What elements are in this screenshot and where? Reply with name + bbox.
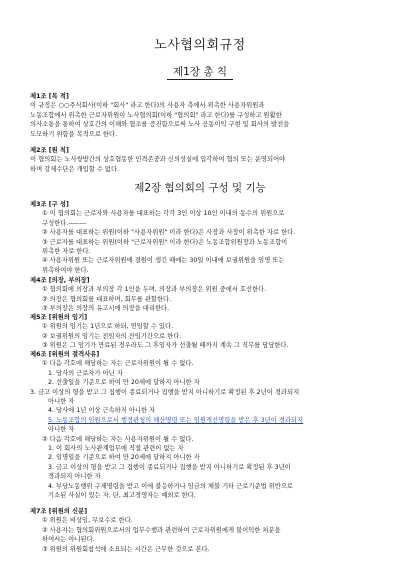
article-6-heading: 제6조 [위원의 결격사유] xyxy=(30,351,100,358)
article-7-line: 하여서는 아니된다. xyxy=(42,536,95,544)
article-7 xyxy=(30,507,370,554)
chapter-1-heading xyxy=(0,64,400,79)
article-2-line: 이 협의회는 노사쌍방간의 상호협동한 인격존중과 신의성실에 입각하여 협의 또는 운영되어야 xyxy=(30,156,286,164)
article-4-line: ② 의장은 협의회를 대표하며, 회무를 관할한다. xyxy=(42,295,172,303)
article-2-heading: 제2조 [원 칙] xyxy=(30,147,69,154)
chapter-1-title: 제1장 총 칙 xyxy=(167,66,233,80)
article-3-line: 위촉한 자로 한다. xyxy=(42,248,91,256)
article-6 xyxy=(30,350,370,501)
chapter-2-heading xyxy=(0,180,400,195)
article-1-line: 도모하기 위함을 목적으로 한다. xyxy=(30,130,118,138)
article-3-line: 위촉하여야 한다. xyxy=(42,266,89,274)
article-3-line: ④ 사용자위원 또는 근로자위원에 결원이 생긴 때에는 30일 이내에 보궐위원을 임명 또는 xyxy=(42,257,285,265)
article-5-line: ② 보궐위원의 임기는 전임자의 잔임기간으로 한다. xyxy=(42,332,182,340)
article-3-heading: 제3조 [구 성] xyxy=(30,201,69,208)
article-1-line: 이 규정은 ○○주식회사(이하 "회사" 라고 한다)의 사용자 측에서 위촉한 사용자위원과 xyxy=(30,102,265,110)
article-3-line: ② 사용자를 대표하는 위원(이하 "사용자위원" 이라 한다)은 사장과 사장이 위촉한 자로 한다. xyxy=(42,229,296,237)
article-6-line: 3. 금고 이상의 형을 받고 그 집행이 종료되거나 집행을 받지 아니하기로 확정된 후 2년이 경과되지 xyxy=(30,388,300,396)
article-6-line: 1. 당사의 근로자가 아닌 자 xyxy=(48,369,123,377)
article-6-line: 1. 이 회사의 노사관계업무에 직접 관련이 없는 자 xyxy=(48,445,184,453)
article-3-line: ① 이 협의회는 근로자와 사용자를 대표하는 각각 3인 이상 10인 이내의 동수의 위원으로 xyxy=(42,210,285,218)
article-3-line: ③ 근로자를 대표하는 위원(이하 "근로자위원" 이라 한다)은 노동조합위원장과 노동조합이 xyxy=(42,238,288,246)
article-6-line: 아니한 자 xyxy=(48,426,75,434)
document-title: 노사협의회규정 xyxy=(154,38,246,53)
article-1 xyxy=(30,92,370,139)
article-1-heading: 제1조 [목 적] xyxy=(30,93,69,100)
article-7-heading: 제7조 [위원의 신분] xyxy=(30,508,88,515)
article-6-line: 아니한 자 xyxy=(48,398,75,406)
article-6-line: 경과되지 아니한 자 xyxy=(48,473,101,481)
article-5 xyxy=(30,313,370,351)
article-6-line: 기소된 사실이 있는 자. 단, 최고경영자는 예외로 한다. xyxy=(48,492,196,500)
article-4 xyxy=(30,276,370,314)
article-6-line: ① 다음 각호에 해당하는 자는 근로자위원이 될 수 없다. xyxy=(42,360,194,368)
article-5-heading: 제5조 [위원의 임기] xyxy=(30,314,88,321)
article-7-line: ③ 위원의 위원회참석에 소요되는 시간은 근무한 것으로 본다. xyxy=(42,545,210,553)
article-5-line: ③ 위원은 그 임기가 만료된 경우라도 그 후임자가 선출될 때까지 계속 그 직무를 담당한다. xyxy=(42,342,289,350)
article-2 xyxy=(30,146,370,174)
article-6-line: 2. 임명일을 기준으로 하여 만 20세에 달하지 아니한 자 xyxy=(48,454,200,462)
article-2-line: 하며 강제수단은 개입할 수 없다. xyxy=(30,165,120,173)
article-5-line: ① 위원의 임기는 1년으로 하되, 연임할 수 있다. xyxy=(42,323,174,331)
article-7-line: ① 위원은 비상임, 무보수로 한다. xyxy=(42,517,133,525)
article-6-line: 4. 당사에 1년 이상 근속하지 아니한 자 xyxy=(48,407,156,415)
article-6-line: 5. 노동조합의 임원으로서 행정관청의 해산명령 또는 임원개선명령을 받은 후 3년이 경과되지 xyxy=(48,416,304,424)
article-6-line: 2. 선출일을 기준으로 하여 만 20세에 달하지 아니한 자 xyxy=(48,379,200,387)
article-1-line: 노동조합에서 위촉한 근로자위원이 노사협의회(이하 "협의회" 라고 한다)를 구성하고 원활한 xyxy=(30,111,282,119)
article-6-line: 4. 부당노동행위 구제명령을 받고 이에 불응하거나 임금의 체불 기타 근로기준법 위반으로 xyxy=(48,482,294,490)
article-7-line: ② 사용자는 협의회위원으로서의 업무수행과 관련하여 근로자위원에게 불이익한 처분을 xyxy=(42,526,281,534)
article-3 xyxy=(30,200,370,275)
chapter-2-title: 제2장 협의회의 구성 및 기능 xyxy=(134,182,266,194)
article-6-line: ② 다음 각호에 해당하는 자는 사용자위원이 될 수 없다. xyxy=(42,435,194,443)
article-4-heading: 제4조 [의장, 부의장] xyxy=(30,277,90,284)
article-6-line: 3. 금고 이상의 형을 받고 그 집행이 종료되거나 집행을 받지 아니하기로 확정된 후 3년이 xyxy=(48,463,291,471)
article-4-line: ① 협의회에 의장과 부의장 각 1인을 두며, 의장과 부의장은 위원 중에서 호선한다. xyxy=(42,286,267,294)
article-1-line: 의사소통을 통하여 상호간의 이해와 협조를 증진함으로써 노사 공동이익 구현 및 회사의 발전을 xyxy=(30,121,290,129)
article-3-line: 구성한다.-------- xyxy=(42,219,87,227)
article-4-line: ③ 부의장은 의장의 유고시에 의장을 대리한다. xyxy=(42,305,170,313)
